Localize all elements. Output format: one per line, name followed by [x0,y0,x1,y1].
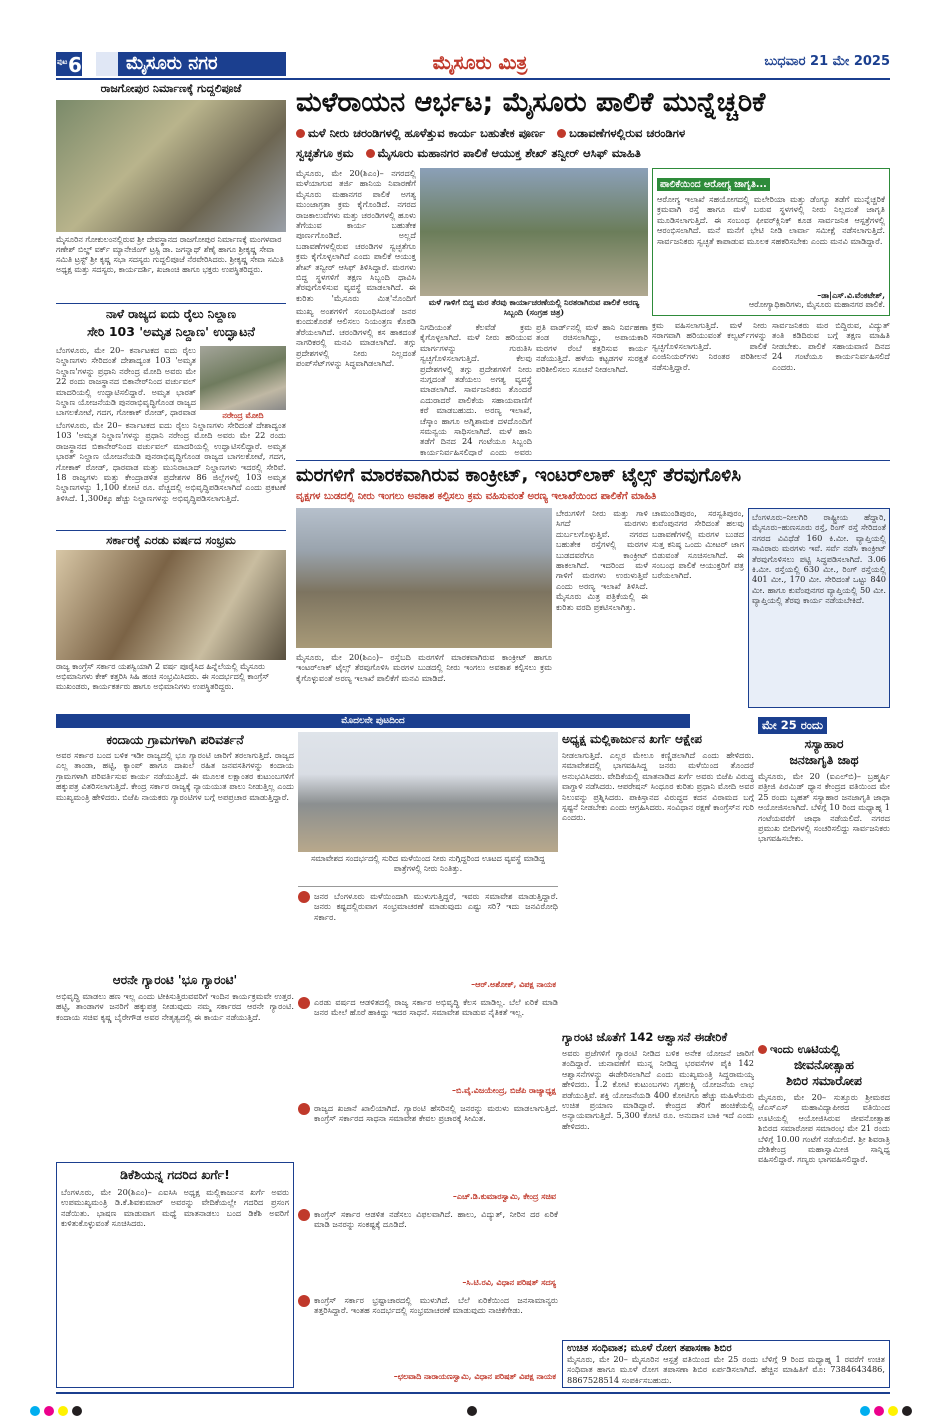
quote-text: ಕಾಂಗ್ರೆಸ್ ಸರ್ಕಾರ ಭ್ರಷ್ಟಾಚಾರದಲ್ಲಿ ಮುಳುಗಿದೆ. ಬೆಲೆ ಏರಿಕೆಯಿಂದ ಜನಸಾಮಾನ್ಯರು ತತ್ತರಿಸಿದ್ದಾರೆ. ಇಂತಹ ಸಂದರ್ಭದಲ್ಲಿ ಸಂಭ್ರಮಾಚರಣೆ ಮಾಡುವುದು ನಾಚಿಕೆಗೇಡು. [314,1295,558,1316]
lead-col3: ಪ್ರತಿ ವಾರ್ಡ್‌ನಲ್ಲಿ ಮಳೆ ಹಾನಿ ನಿರ್ವಹಣಾ ತಂಡ ರಚಿಸಲಾಗಿದ್ದು, ಅಪಾಯಕಾರಿ ಮರಗಳ ರೆಂಬೆ ಕತ್ತರಿಸುವ ಕಾರ್ಯ ನಡೆಯುತ್ತಿದೆ. ಹಳೆಯ ಕಟ್ಟಡಗಳ ಸುರಕ್ಷತೆ ಪರಿಶೀಲಿಸಲು ಸೂಚನೆ ನೀಡಲಾಗಿದೆ. [536,322,648,374]
registration-mark [888,1406,898,1416]
kharge-body: ನೀಡಲಾಗುತ್ತಿದೆ. ಎಲ್ಲರ ಮೇಲೂ ಕಣ್ಣಿಡಲಾಗಿದೆ ಎಂದು ಹೇಳಿದರು. ಸಮಾವೇಶದಲ್ಲಿ ಭಾಗವಹಿಸಿದ್ದ ಜನರು ಮಳೆಯಿಂದ ತೊಂದರೆ ಅನುಭವಿಸಿದರು. ವೇದಿಕೆಯಲ್ಲಿ ಮಾತನಾಡಿದ ಖರ್ಗೆ ಅವರು ಬಿಜೆಪಿ ವಿರುದ್ಧ ವಾಗ್ದಾಳಿ ನಡೆಸಿದರು. ಆಪರೇಷನ್ ಸಿಂಧೂರ ಕುರಿತು ಪ್ರಧಾನಿ ಮೋದಿ ಅವರ ನಿಲುವನ್ನು ಪ್ರಶ್ನಿಸಿದರು. ಪಾಕಿಸ್ತಾನದ ವಿರುದ್ಧದ ಕದನ ವಿರಾಮದ ಬಗ್ಗೆ ಸ್ಪಷ್ಟನೆ ನೀಡಬೇಕು ಎಂದು ಆಗ್ರಹಿಸಿದರು. ಸಂವಿಧಾನ ರಕ್ಷಣೆ ಕಾಂಗ್ರೆಸ್‌ನ ಗುರಿ ಎಂದರು. [562,750,754,823]
section-bar [96,52,118,76]
continued-bar: ಮೊದಲನೇ ಪುಟದಿಂದ [56,714,690,728]
health-box [652,168,890,316]
lead-sub4: ಮೈಸೂರು ಮಹಾನಗರ ಪಾಲಿಕೆ ಆಯುಕ್ತ ಶೇಖ್ ತನ್ವೀರ್ ಆಸಿಫ್ ಮಾಹಿತಿ [377,146,641,160]
rain-photo [298,732,558,852]
kharge-headline: ಅಧ್ಯಕ್ಷ ಮಲ್ಲಿಕಾರ್ಜುನ ಖರ್ಗೆ ಆಕ್ಷೇಪ [562,732,702,746]
lead-sub2: ಬಡಾವಣೆಗಳಲ್ಲಿರುವ ಚರಂಡಿಗಳ [569,126,686,140]
quote-chalavadi [298,1295,558,1385]
ooty-headline2: ಜೀವನೋತ್ಸಾಹ [794,1057,854,1072]
guarantee-headline: ಗ್ಯಾರಂಟಿ ಜೊತೆಗೆ 142 ಆಶ್ವಾಸನೆ ಈಡೇರಿಕೆ [562,1030,728,1044]
story3-caption: ರಾಜ್ಯ ಕಾಂಗ್ರೆಸ್ ಸರ್ಕಾರ ಯಶಸ್ವಿಯಾಗಿ 2 ವರ್ಷ ಪೂರೈಸಿದ ಹಿನ್ನೆಲೆಯಲ್ಲಿ ಮೈಸೂರು ಅಭಿಮಾನಿಗಳು ಕೇಕ್ ಕತ್ತರಿಸಿ ಸಿಹಿ ಹಂಚಿ ಸಂಭ್ರಮಿಸಿದರು. ಈ ಸಂದರ್ಭದಲ್ಲಿ ಕಾಂಗ್ರೆಸ್ ಮುಖಂಡರು, ಕಾರ್ಯಕರ್ತರು ಹಾಗೂ ಅಭಿಮಾನಿಗಳು ಉಪಸ್ಥಿತರಿದ್ದರು. [56,662,270,691]
story2-portrait [200,346,286,410]
bullet-icon [366,149,375,158]
registration-mark [44,1406,54,1416]
quote-text: ಜನರ ಬೆಂಗಳೂರು ಮಳೆಯಿಂದಾಗಿ ಮುಳುಗುತ್ತಿದ್ದರೆ, ಇವರು ಸಮಾವೇಶ ಮಾಡುತ್ತಿದ್ದಾರೆ. ಜನರು ಕಷ್ಟದಲ್ಲಿರುವಾಗ ಸಂಭ್ರಮಾಚರಣೆ ಮಾಡುವುದು ಎಷ್ಟು ಸರಿ? ಇದು ಜನವಿರೋಧಿ ಸರ್ಕಾರ. [314,891,558,922]
veg-headline1: ಮೇ 25 ರಂದು [758,717,827,734]
veg-headline2: ಸಸ್ಯಾಹಾರ [804,736,844,751]
story4-caption: ಮೈಸೂರು, ಮೇ 20(ಶಿಎಂ)– ರಸ್ತೆಬದಿ ಮರಗಳಿಗೆ ಮಾರಕವಾಗಿರುವ ಕಾಂಕ್ರೀಟ್ ಹಾಗೂ ಇಂಟರ್‌ಲಾಕ್ ಟೈಲ್ಸ್ ತೆರವುಗೊಳಿಸಿ ಮರಗಳ ಬುಡದಲ್ಲಿ ನೀರು ಇಂಗಲು ಅವಕಾಶ ಕಲ್ಪಿಸಲು ಕ್ರಮ ಕೈಗೊಳ್ಳುವಂತೆ ಅರಣ್ಯ ಇಲಾಖೆ ಪಾಲಿಕೆಗೆ ಮನವಿ ಮಾಡಿದೆ. [296,652,552,683]
quote-kumaraswamy [298,1103,558,1203]
divider [56,303,286,304]
veg-jatha-story [758,714,890,1040]
guarantee-body: ಅವರು ಪ್ರಜೆಗಳಿಗೆ ಗ್ಯಾರಂಟಿ ನೀಡಿದ ಬಳಿಕ ಅನೇಕ ಯೋಜನೆ ಜಾರಿಗೆ ತಂದಿದ್ದಾರೆ. ಚುನಾವಣೆಗೆ ಮುನ್ನ ನೀಡಿದ್ದ ಭರವಸೆಗಳ ಪೈಕಿ 142 ಆಶ್ವಾಸನೆಗಳನ್ನು ಈಡೇರಿಸಲಾಗಿದೆ ಎಂದು ಮುಖ್ಯಮಂತ್ರಿ ಸಿದ್ದರಾಮಯ್ಯ ಹೇಳಿದರು. 1.2 ಕೋಟಿ ಕುಟುಂಬಗಳು ಗೃಹಲಕ್ಷ್ಮಿ ಯೋಜನೆಯ ಲಾಭ ಪಡೆಯುತ್ತಿವೆ. ಶಕ್ತಿ ಯೋಜನೆಯಡಿ 400 ಕೋಟಿಗೂ ಹೆಚ್ಚು ಮಹಿಳೆಯರು ಉಚಿತ ಪ್ರಯಾಣ ಮಾಡಿದ್ದಾರೆ. ಕೇಂದ್ರದ ತೆರಿಗೆ ಹಂಚಿಕೆಯಲ್ಲಿ ಅನ್ಯಾಯವಾಗುತ್ತಿದೆ. 5,300 ಕೋಟಿ ರೂ. ಅನುದಾನ ಬಾಕಿ ಇದೆ ಎಂದು ಹೇಳಿದರು. [562,1048,754,1131]
quote-author: –ಛಲವಾದಿ ನಾರಾಯಣಸ್ವಾಮಿ, ವಿಧಾನ ಪರಿಷತ್ ವಿಪಕ್ಷ ನಾಯಕ [393,1371,556,1381]
paper-logo: ಮೈಸೂರು ಮಿತ್ರ [432,52,528,74]
story2-body-top: ಬೆಂಗಳೂರು, ಮೇ 20– ಕರ್ನಾಟಕದ ಐದು ರೈಲು ನಿಲ್ದಾಣಗಳು ಸೇರಿದಂತೆ ದೇಶಾದ್ಯಂತ 103 'ಅಮೃತ ನಿಲ್ದಾಣ'ಗಳನ್ನು ಪ್ರಧಾನಿ ನರೇಂದ್ರ ಮೋದಿ ಅವರು ಮೇ 22 ರಂದು ರಾಜಸ್ಥಾನದ ಬಿಕಾನೇರ್‌ನಿಂದ ವರ್ಚುವಲ್ ಮಾದರಿಯಲ್ಲಿ ಉದ್ಘಾಟಿಸಲಿದ್ದಾರೆ. ಅಮೃತ ಭಾರತ್ ನಿಲ್ದಾಣ ಯೋಜನೆಯಡಿ ಪುನರಾಭಿವೃದ್ಧಿಗೊಂಡ ರಾಜ್ಯದ ಬಾಗಲಕೋಟೆ, ಗದಗ, ಗೋಕಾಕ್ ರೋಡ್, ಧಾರವಾಡ [56,345,196,417]
health-box-title: ಪಾಲಿಕೆಯಿಂದ ಆರೋಗ್ಯ ಜಾಗೃತಿ... [657,178,770,191]
ooty-body: ಮೈಸೂರು, ಮೇ 20– ಸುತ್ತೂರು ಶ್ರೀಮಠದ ಜೆಎಸ್‌ಎಸ್ ಮಹಾವಿದ್ಯಾಪೀಠದ ವತಿಯಿಂದ ಊಟಿಯಲ್ಲಿ ಆಯೋಜಿಸಿರುವ ಜೀವನೋತ್ಸಾಹ ಶಿಬಿರದ ಸಮಾರೋಪ ಸಮಾರಂಭ ಮೇ 21 ರಂದು ಬೆಳಿಗ್ಗೆ 10.00 ಗಂಟೆಗೆ ನಡೆಯಲಿದೆ. ಶ್ರೀ ಶಿವರಾತ್ರಿ ದೇಶಿಕೇಂದ್ರ ಮಹಾಸ್ವಾಮೀಜಿ ಸಾನ್ನಿಧ್ಯ ವಹಿಸಲಿದ್ದಾರೆ. ಗಣ್ಯರು ಭಾಗವಹಿಸಲಿದ್ದಾರೆ. [758,1092,890,1165]
page-label: ಪುಟ [57,58,68,66]
dks-box-headline: ಡಿಕೆಶಿಯನ್ನ ಗದರಿದ ಖರ್ಗೆ! [120,1167,230,1182]
quote-ashok [298,891,558,991]
lead-col5: ಸಾರ್ವಜನಿಕರು ಮರ ಬಿದ್ದಿರುವ, ವಿದ್ಯುತ್ ತಂತಿ ಕಡಿದಿರುವ ಬಗ್ಗೆ ತಕ್ಷಣ ಮಾಹಿತಿ ನೀಡಬೇಕು. ಪಾಲಿಕೆ ಸಹಾಯವಾಣಿ ದಿನದ 24 ಗಂಟೆಯೂ ಕಾರ್ಯನಿರ್ವಹಿಸಲಿದೆ ಎಂದರು. [772,320,890,372]
quote-icon [298,1295,310,1307]
bottom-col1-body2: ಅಭಿವೃದ್ಧಿ ಮಾಡಲು ಹಣ ಇಲ್ಲ ಎಂದು ಟೀಕಿಸುತ್ತಿರುವವರಿಗೆ ಇಂದಿನ ಕಾರ್ಯಕ್ರಮವೇ ಉತ್ತರ. ಹಟ್ಟಿ, ತಾಂಡಾಗಳ ಜನರಿಗೆ ಹಕ್ಕುಪತ್ರ ನೀಡುವುದು ನಮ್ಮ ಸರ್ಕಾರದ ಆರನೇ ಗ್ಯಾರಂಟಿ. ಕಂದಾಯ ಸಚಿವ ಕೃಷ್ಣ ಬೈರೇಗೌಡ ಅವರ ನೇತೃತ್ವದಲ್ಲಿ ಈ ಕಾರ್ಯ ನಡೆಯುತ್ತಿದೆ. [56,991,294,1022]
story3-headline: ಸರ್ಕಾರಕ್ಕೆ ಎರಡು ವರ್ಷದ ಸಂಭ್ರಮ [106,533,236,547]
footer-rule [56,1392,890,1394]
lead-sub-line2 [296,146,890,162]
ooty-camp-story [758,1042,890,1292]
registration-mark [58,1406,68,1416]
lead-sub3: ಸ್ವಚ್ಛತೆಗೂ ಕ್ರಮ [296,146,354,160]
story3-photo [56,550,286,660]
masthead-rule [56,78,890,80]
page-number: 6 [68,53,82,76]
story4-subhead: ವೃಕ್ಷಗಳ ಬುಡದಲ್ಲಿ ನೀರು ಇಂಗಲು ಅವಕಾಶ ಕಲ್ಪಿಸಲು ಕ್ರಮ ವಹಿಸುವಂತೆ ಅರಣ್ಯ ಇಲಾಖೆಯಿಂದ ಪಾಲಿಕೆಗೆ ಮಾಹಿತಿ [296,491,657,502]
lead-body-left: ಮೈಸೂರು, ಮೇ 20(ಶಿಎಂ)– ನಗರದಲ್ಲಿ ಮಳೆಯಾಗುವ ತರ್ಜಿ ಹಾನಿಯ ನಿವಾರಣೆಗೆ ಮೈಸೂರು ಮಹಾನಗರ ಪಾಲಿಕೆ ಅಗತ್ಯ ಮುಂಜಾಗ್ರತಾ ಕ್ರಮ ಕೈಗೊಂಡಿದೆ. ನಗರದ ರಾಜಕಾಲುವೆಗಳು ಮತ್ತು ಚರಂಡಿಗಳಲ್ಲಿ ಹೂಳು ತೆಗೆಯುವ ಕಾರ್ಯ ಬಹುತೇಕ ಪೂರ್ಣಗೊಂಡಿದೆ. ಅಲ್ಲದೆ ಬಡಾವಣೆಗಳಲ್ಲಿರುವ ಚರಂಡಿಗಳ ಸ್ವಚ್ಛತೆಗೂ ಕ್ರಮ ಕೈಗೊಳ್ಳಲಾಗಿದೆ ಎಂದು ಪಾಲಿಕೆ ಆಯುಕ್ತ ಶೇಖ್ ತನ್ವೀರ್ ಆಸಿಫ್ ತಿಳಿಸಿದ್ದಾರೆ. ಮರಗಳು ಬಿದ್ದ ಸ್ಥಳಗಳಿಗೆ ತಕ್ಷಣ ಸಿಬ್ಬಂದಿ ಧಾವಿಸಿ ತೆರವುಗೊಳಿಸುವ ವ್ಯವಸ್ಥೆ ಮಾಡಲಾಗಿದೆ. ಈ ಕುರಿತು 'ಮೈಸೂರು ಮಿತ್ರ'ನೊಂದಿಗೆ [296,168,416,302]
story1-photo [56,100,286,232]
dks-box [56,1162,294,1388]
quote-author: –ಸಿ.ಟಿ.ರವಿ, ವಿಧಾನ ಪರಿಷತ್ ಸದಸ್ಯ [462,1277,556,1287]
camp-box [562,1340,890,1388]
lead-photo [420,168,648,296]
quote-icon [298,1209,310,1221]
story1-caption: ಮೈಸೂರಿನ ಗೋಕುಲಂನಲ್ಲಿರುವ ಶ್ರೀ ದೇವಸ್ಥಾನದ ರಾಜಗೋಪುರ ನಿರ್ಮಾಣಕ್ಕೆ ಮಂಗಳವಾರ ಗಣೇಶ್ ಬಿಲ್ಡ್ ವರ್ಕ್ ಮ್ಯಾನೇಜಿಂಗ್ ಟ್ರಸ್ಟಿ ಡಾ. ಜಗನ್ನಾಥ್ ಶೆಣೈ ಹಾಗೂ ಶ್ರೀಕೃಷ್ಣ ಸೇವಾ ಸಮಿತಿ ಟ್ರಸ್ಟ್ ಶ್ರೀ ಕೃಷ್ಣ ಸಭಾ ಸದಸ್ಯರು ಗುದ್ದಲಿಪೂಜೆ ನೆರವೇರಿಸಿದರು. ಶ್ರೀಕೃಷ್ಣ ಸೇವಾ ಸಮಿತಿ ಅಧ್ಯಕ್ಷ ಮತ್ತು ಸದಸ್ಯರು, ಕಾರ್ಯದರ್ಶಿ, ಖಜಾಂಚಿ ಹಾಗೂ ಭಕ್ತರು ಉಪಸ್ಥಿತರಿದ್ದರು. [56,235,284,274]
quote-text: ಕಾಂಗ್ರೆಸ್ ಸರ್ಕಾರ ಆಡಳಿತ ನಡೆಸಲು ವಿಫಲವಾಗಿದೆ. ಹಾಲು, ವಿದ್ಯುತ್, ನೀರಿನ ದರ ಏರಿಕೆ ಮಾಡಿ ಜನರನ್ನು ಸಂಕಷ್ಟಕ್ಕೆ ದೂಡಿದೆ. [314,1209,558,1230]
registration-mark [30,1406,40,1416]
quote-text: ರಾಜ್ಯದ ಖಜಾನೆ ಖಾಲಿಯಾಗಿದೆ. ಗ್ಯಾರಂಟಿ ಹೆಸರಿನಲ್ಲಿ ಜನರನ್ನು ಮರುಳು ಮಾಡಲಾಗುತ್ತಿದೆ. ಕಾಂಗ್ರೆಸ್ ಸರ್ಕಾರದ ಸಾಧನಾ ಸಮಾವೇಶ ಕೇವಲ ಪ್ರಚಾರಕ್ಕೆ ಸೀಮಿತ. [314,1103,558,1124]
lead-sub1: ಮಳೆ ನೀರು ಚರಂಡಿಗಳಲ್ಲಿ ಹೂಳೆತ್ತುವ ಕಾರ್ಯ ಬಹುತೇಕ ಪೂರ್ಣ [308,126,546,140]
ooty-headline3: ಶಿಬಿರ ಸಮಾರೋಪ [786,1073,862,1088]
health-box-signature: –ಡಾ|ಎಸ್.ವಿ.ವೆಂಕಟೇಶ್, [817,290,885,300]
story2-portrait-caption: ನರೇಂದ್ರ ಮೋದಿ [200,410,286,421]
story1-headline: ರಾಜಗೋಪುರ ನಿರ್ಮಾಣಕ್ಕೆ ಗುದ್ದಲಿಪೂಜೆ [100,82,242,95]
quote-vijayendra [298,997,558,1097]
section-title [96,52,286,76]
veg-body: ಮೈಸೂರು, ಮೇ 20 (ಐಎಲ್‌ಬಿ)– ಬ್ರಹ್ಮರ್ಷಿ ಪತ್ರೀಜಿ ಪಿರಮಿಡ್ ಧ್ಯಾನ ಕೇಂದ್ರದ ವತಿಯಿಂದ ಮೇ 25 ರಂದು ಬೃಹತ್ ಸಸ್ಯಾಹಾರ ಜನಜಾಗೃತಿ ಜಾಥಾ ಆಯೋಜಿಸಲಾಗಿದೆ. ಬೆಳಿಗ್ಗೆ 10 ರಿಂದ ಮಧ್ಯಾಹ್ನ 1 ಗಂಟೆಯವರೆಗೆ ಜಾಥಾ ನಡೆಯಲಿದೆ. ನಗರದ ಪ್ರಮುಖ ಬೀದಿಗಳಲ್ಲಿ ಸಂಚರಿಸಲಿದ್ದು ಸಾರ್ವಜನಿಕರು ಭಾಗವಹಿಸಬೇಕು. [758,771,890,844]
quote-icon [298,997,310,1009]
bullet-icon [557,129,566,138]
page-number-badge [56,52,82,76]
story4-sidebar-text: ಬೆಂಗಳೂರು–ನೀಲಗಿರಿ ರಾಷ್ಟ್ರೀಯ ಹೆದ್ದಾರಿ, ಮೈಸೂರು–ಹುಣಸೂರು ರಸ್ತೆ, ರಿಂಗ್ ರಸ್ತೆ ಸೇರಿದಂತೆ ನಗರದ ವಿವಿಧೆಡೆ 160 ಕಿ.ಮೀ. ವ್ಯಾಪ್ತಿಯಲ್ಲಿ ಸಾವಿರಾರು ಮರಗಳು ಇವೆ. ಸರ್ವೆ ನಡೆಸಿ ಕಾಂಕ್ರೀಟ್ ತೆರವುಗೊಳಿಸಲು ಪಟ್ಟಿ ಸಿದ್ಧಪಡಿಸಲಾಗಿದೆ. 3.06 ಕಿ.ಮೀ. ರಸ್ತೆಯಲ್ಲಿ 630 ಮೀ., ರಿಂಗ್ ರಸ್ತೆಯಲ್ಲಿ 401 ಮೀ., 170 ಮೀ. ಸೇರಿದಂತೆ ಒಟ್ಟು 840 ಮೀ. ಹಾಗೂ ಕುವೆಂಪುನಗರ ವ್ಯಾಪ್ತಿಯಲ್ಲಿ 50 ಮೀ. ವ್ಯಾಪ್ತಿಯಲ್ಲಿ ತೆರವು ಕಾರ್ಯ ನಡೆಯಬೇಕಿದೆ. [752,512,886,606]
lead-col2: ನಿಗದಿಯಂತೆ ಕೆಲವೆಡೆ ಕ್ರಮ ಕೈಗೊಳ್ಳಲಾಗಿದೆ. ಮಳೆ ನೀರು ಹರಿಯುವ ಮಾರ್ಗಗಳನ್ನು ಗುರುತಿಸಿ ಸ್ವಚ್ಛಗೊಳಿಸಲಾಗುತ್ತಿದೆ. ಕೆಲವು ಪ್ರದೇಶಗಳಲ್ಲಿ ತಗ್ಗು ಪ್ರದೇಶಗಳಿಗೆ ನೀರು ನುಗ್ಗದಂತೆ ತಡೆಯಲು ಅಗತ್ಯ ವ್ಯವಸ್ಥೆ ಮಾಡಲಾಗಿದೆ. ಸಾರ್ವಜನಿಕರು ತೊಂದರೆ ಎದುರಾದರೆ ಪಾಲಿಕೆಯ ಸಹಾಯವಾಣಿಗೆ ಕರೆ ಮಾಡಬಹುದು. ಅರಣ್ಯ ಇಲಾಖೆ, ಚೆಸ್ಕಾಂ ಹಾಗೂ ಅಗ್ನಿಶಾಮಕ ದಳದೊಂದಿಗೆ ಸಮನ್ವಯ ಸಾಧಿಸಲಾಗಿದೆ. ಮಳೆ ಹಾನಿ ತಡೆಗೆ ದಿನದ 24 ಗಂಟೆಯೂ ಸಿಬ್ಬಂದಿ ಕಾರ್ಯನಿರ್ವಹಿಸಲಿದ್ದಾರೆ ಎಂದು ಅವರು [420,322,532,456]
section-title-text: ಮೈಸೂರು ನಗರ [126,53,218,74]
registration-mark [902,1406,912,1416]
dks-box-body: ಬೆಂಗಳೂರು, ಮೇ 20(ಶಿಎಂ)– ಎಐಸಿಸಿ ಅಧ್ಯಕ್ಷ ಮಲ್ಲಿಕಾರ್ಜುನ ಖರ್ಗೆ ಅವರು ಉಪಮುಖ್ಯಮಂತ್ರಿ ಡಿ.ಕೆ.ಶಿವಕುಮಾರ್ ಅವರನ್ನು ವೇದಿಕೆಯಲ್ಲೇ ಗದರಿದ ಪ್ರಸಂಗ ನಡೆಯಿತು. ಭಾಷಣ ಮಾಡುವಾಗ ಮಧ್ಯೆ ಮಾತನಾಡಲು ಬಂದ ಡಿಕೆಶಿ ಅವರಿಗೆ ಕುಳಿತುಕೊಳ್ಳುವಂತೆ ಸೂಚಿಸಿದರು. [61,1187,289,1229]
story4-col1: ಬೇರುಗಳಿಗೆ ನೀರು ಮತ್ತು ಗಾಳಿ ಸಿಗದೆ ಮರಗಳು ದುರ್ಬಲಗೊಳ್ಳುತ್ತಿವೆ. ನಗರದ ಬಹುತೇಕ ರಸ್ತೆಗಳಲ್ಲಿ ಮರಗಳ ಬುಡದವರೆಗೂ ಕಾಂಕ್ರೀಟ್ ಹಾಕಲಾಗಿದೆ. ಇದರಿಂದ ಮಳೆ ಗಾಳಿಗೆ ಮರಗಳು ಉರುಳುತ್ತಿವೆ ಎಂದು ಅರಣ್ಯ ಇಲಾಖೆ ತಿಳಿಸಿದೆ. ಮೈಸೂರು ಮಿತ್ರ ಪತ್ರಿಕೆಯಲ್ಲಿ ಈ ಕುರಿತು ವರದಿ ಪ್ರಕಟಿಸಲಾಗಿತ್ತು. [556,508,648,612]
bullet-icon [758,1045,767,1054]
divider [296,460,890,461]
story2-headline: ಸೇರಿ 103 'ಅಮೃತ ನಿಲ್ದಾಣ' ಉದ್ಘಾಟನೆ [87,324,255,339]
story4-photo [296,508,552,648]
quote-icon [298,891,310,903]
rain-photo-caption: ಸಮಾವೇಶದ ಸಂದರ್ಭದಲ್ಲಿ ಸುರಿದ ಮಳೆಯಿಂದ ನೀರು ನುಗ್ಗಿದ್ದರಿಂದ ಊಟದ ವ್ಯವಸ್ಥೆ ಮಾಡಿದ್ದ ಪಾತ್ರೆಗಳಲ್ಲಿ ನೀರು ನಿಂತಿತ್ತು. [311,854,545,873]
lead-photo-caption: ಮಳೆ ಗಾಳಿಗೆ ಬಿದ್ದ ಮರ ತೆರವು ಕಾರ್ಯಾಚರಣೆಯಲ್ಲಿ ನಿರತರಾಗಿರುವ ಪಾಲಿಕೆ ಅರಣ್ಯ ಸಿಬ್ಬಂದಿ (ಸಂಗ್ರಹ ಚಿತ್ರ) [428,297,640,317]
bottom-col1-headline1: ಕಂದಾಯ ಗ್ರಾಮಗಳಾಗಿ ಪರಿವರ್ತನೆ [106,732,244,747]
story4-sidebar [748,508,890,708]
ooty-headline1: ಇಂದು ಊಟಿಯಲ್ಲಿ [758,1042,890,1057]
bottom-col1-headline2: ಆರನೇ ಗ್ಯಾರಂಟಿ 'ಭೂ ಗ್ಯಾರಂಟಿ' [112,973,238,987]
health-box-body: ಆರೋಗ್ಯ ಇಲಾಖೆ ಸಹಯೋಗದಲ್ಲಿ ಮಲೇರಿಯಾ ಮತ್ತು ಡೆಂಗ್ಯೂ ತಡೆಗೆ ಮುನ್ನೆಚ್ಚರಿಕೆ ಕ್ರಮವಾಗಿ ರಸ್ತೆ ಹಾಗೂ ಮಳೆ ಬರುವ ಸ್ಥಳಗಳಲ್ಲಿ ನೀರು ನಿಲ್ಲದಂತೆ ಜಾಗೃತಿ ಮೂಡಿಸಲಾಗುತ್ತಿದೆ. ಈ ಸಂಬಂಧ ಫೀವರ್‌ಕ್ಲಿನಿಕ್ ಕೂಡ ಸಾರ್ವಜನಿಕ ಆಸ್ಪತ್ರೆಗಳಲ್ಲಿ ಆರಂಭಿಸಲಾಗಿದೆ. ಮನೆ ಮನೆಗೆ ಭೇಟಿ ನೀಡಿ ಲಾರ್ವಾ ಸಮೀಕ್ಷೆ ನಡೆಸಲಾಗುತ್ತಿದೆ. ಸಾರ್ವಜನಿಕರು ಸ್ವಚ್ಛತೆ ಕಾಪಾಡುವ ಮೂಲಕ ಸಹಕರಿಸಬೇಕು ಎಂದು ಮನವಿ ಮಾಡಿದ್ದಾರೆ. [657,194,885,246]
quote-author: –ಎಚ್.ಡಿ.ಕುಮಾರಸ್ವಾಮಿ, ಕೇಂದ್ರ ಸಚಿವ [452,1191,556,1201]
quote-author: –ಆರ್.ಅಶೋಕ್, ವಿಪಕ್ಷ ನಾಯಕ [471,979,556,989]
quote-text: ಎರಡು ವರ್ಷದ ಆಡಳಿತದಲ್ಲಿ ರಾಜ್ಯ ಸರ್ಕಾರ ಅಭಿವೃದ್ಧಿ ಕೆಲಸ ಮಾಡಿಲ್ಲ. ಬೆಲೆ ಏರಿಕೆ ಮಾಡಿ ಜನರ ಮೇಲೆ ಹೊರೆ ಹಾಕಿದ್ದು ಇದರ ಸಾಧನೆ. ಸಮಾವೇಶ ಮಾಡುವ ನೈತಿಕತೆ ಇಲ್ಲ. [314,997,558,1018]
opposition-quotes [298,886,558,1387]
veg-headline3: ಜನಜಾಗೃತಿ ಜಾಥ [789,752,859,767]
registration-mark [874,1406,884,1416]
lead-headline: ಮಳೆರಾಯನ ಆರ್ಭಟ; ಮೈಸೂರು ಪಾಲಿಕೆ ಮುನ್ನೆಚ್ಚರಿಕೆ [296,87,766,118]
lead-col4: ಕ್ರಮ ವಹಿಸಲಾಗುತ್ತಿದೆ. ಮಳೆ ನೀರು ಸರಾಗವಾಗಿ ಹರಿಯುವಂತೆ ಕಲ್ವರ್ಟ್‌ಗಳನ್ನು ಸ್ವಚ್ಛಗೊಳಿಸಲಾಗುತ್ತಿದೆ. ಪಾಲಿಕೆ ಎಂಜಿನಿಯರ್‌ಗಳು ನಿರಂತರ ಪರಿಶೀಲನೆ ನಡೆಸುತ್ತಿದ್ದಾರೆ. [652,320,767,372]
issue-date: ಬುಧವಾರ 21 ಮೇ 2025 [764,54,890,69]
lead-col1: ಮುಖ್ಯ ಅಂಶಗಳಿಗೆ ಸಂಬಂಧಿಸಿದಂತೆ ಜನರ ಕುಂದುಕೊರತೆ ಆಲಿಸಲು ನಿಯಂತ್ರಣ ಕೊಠಡಿ ತೆರೆಯಲಾಗಿದೆ. ಚರಂಡಿಗಳಲ್ಲಿ ಕಸ ಹಾಕದಂತೆ ನಾಗರಿಕರಲ್ಲಿ ಮನವಿ ಮಾಡಲಾಗಿದೆ. ತಗ್ಗು ಪ್ರದೇಶಗಳಲ್ಲಿ ನೀರು ನಿಲ್ಲದಂತೆ ಪಂಪ್‌ಸೆಟ್‌ಗಳನ್ನು ಸಿದ್ಧವಾಗಿಡಲಾಗಿದೆ. [296,306,416,369]
story4-headline: ಮರಗಳಿಗೆ ಮಾರಕವಾಗಿರುವ ಕಾಂಕ್ರೀಟ್, ಇಂಟರ್‌ಲಾಕ್ ಟೈಲ್ಸ್ ತೆರವುಗೊಳಿಸಿ [296,465,742,486]
bottom-col1-body1: ಅವರ ಸರ್ಕಾರ ಬಂದ ಬಳಿಕ ಇಡೀ ರಾಜ್ಯದಲ್ಲಿ ಭೂ ಗ್ಯಾರಂಟಿ ಜಾರಿಗೆ ತರಲಾಗುತ್ತಿದೆ. ರಾಜ್ಯದ ಎಲ್ಲ ತಾಂಡಾ, ಹಟ್ಟಿ, ಕ್ಯಾಂಪ್ ಹಾಗೂ ದಾಖಲೆ ರಹಿತ ಜನವಸತಿಗಳನ್ನು ಕಂದಾಯ ಗ್ರಾಮಗಳಾಗಿ ಪರಿವರ್ತಿಸುವ ಕಾರ್ಯ ನಡೆಯುತ್ತಿದೆ. ಈ ಮೂಲಕ ಲಕ್ಷಾಂತರ ಕುಟುಂಬಗಳಿಗೆ ಹಕ್ಕುಪತ್ರ ವಿತರಿಸಲಾಗುತ್ತಿದೆ. ಕೇಂದ್ರ ಸರ್ಕಾರ ರಾಜ್ಯಕ್ಕೆ ನ್ಯಾಯಯುತ ಪಾಲು ನೀಡುತ್ತಿಲ್ಲ ಎಂದು ಮುಖ್ಯಮಂತ್ರಿ ಹೇಳಿದರು. ಬಿಜೆಪಿ ನಾಯಕರು ಗ್ಯಾರಂಟಿಗಳ ಬಗ್ಗೆ ಅಪಪ್ರಚಾರ ಮಾಡುತ್ತಿದ್ದಾರೆ. [56,750,294,802]
quote-icon [298,1103,310,1115]
story2-body: ಬೆಂಗಳೂರು, ಮೇ 20– ಕರ್ನಾಟಕದ ಐದು ರೈಲು ನಿಲ್ದಾಣಗಳು ಸೇರಿದಂತೆ ದೇಶಾದ್ಯಂತ 103 'ಅಮೃತ ನಿಲ್ದಾಣ'ಗಳನ್ನು ಪ್ರಧಾನಿ ನರೇಂದ್ರ ಮೋದಿ ಅವರು ಮೇ 22 ರಂದು ರಾಜಸ್ಥಾನದ ಬಿಕಾನೇರ್‌ನಿಂದ ವರ್ಚುವಲ್ ಮಾದರಿಯಲ್ಲಿ ಉದ್ಘಾಟಿಸಲಿದ್ದಾರೆ. ಅಮೃತ ಭಾರತ್ ನಿಲ್ದಾಣ ಯೋಜನೆಯಡಿ ಪುನರಾಭಿವೃದ್ಧಿಗೊಂಡ ರಾಜ್ಯದ ಬಾಗಲಕೋಟೆ, ಗದಗ, ಗೋಕಾಕ್ ರೋಡ್, ಧಾರವಾಡ ಮತ್ತು ಮುನಿರಾಬಾದ್ ನಿಲ್ದಾಣಗಳು ಇದರಲ್ಲಿ ಸೇರಿವೆ. 18 ರಾಜ್ಯಗಳು ಮತ್ತು ಕೇಂದ್ರಾಡಳಿತ ಪ್ರದೇಶಗಳ 86 ಜಿಲ್ಲೆಗಳಲ್ಲಿ 103 ಅಮೃತ ನಿಲ್ದಾಣಗಳನ್ನು 1,100 ಕೋಟಿ ರೂ. ವೆಚ್ಚದಲ್ಲಿ ಅಭಿವೃದ್ಧಿಪಡಿಸಲಾಗಿದೆ ಎಂದು ಪ್ರಕಟಣೆ ತಿಳಿಸಿದೆ. 1,300ಕ್ಕೂ ಹೆಚ್ಚು ನಿಲ್ದಾಣಗಳನ್ನು ಅಭಿವೃದ್ಧಿಪಡಿಸಲಾಗುತ್ತಿದೆ. [56,420,286,503]
quote-author: –ಬಿ.ವೈ.ವಿಜಯೇಂದ್ರ, ಬಿಜೆಪಿ ರಾಜ್ಯಾಧ್ಯಕ್ಷ [451,1085,556,1095]
divider [56,530,286,531]
camp-box-body: ಮೈಸೂರು, ಮೇ 20– ಮೈಸೂರಿನ ಆಸ್ಪತ್ರೆ ವತಿಯಿಂದ ಮೇ 25 ರಂದು ಬೆಳಿಗ್ಗೆ 9 ರಿಂದ ಮಧ್ಯಾಹ್ನ 1 ರವರೆಗೆ ಉಚಿತ ಸಂಧಿವಾತ ಹಾಗೂ ಮೂಳೆ ರೋಗ ತಪಾಸಣಾ ಶಿಬಿರ ಏರ್ಪಡಿಸಲಾಗಿದೆ. ಹೆಚ್ಚಿನ ಮಾಹಿತಿಗೆ ಮೊ: 7384643486, 8867528514 ಸಂಪರ್ಕಿಸಬಹುದು. [567,1354,885,1384]
health-box-role: ಆರೋಗ್ಯಾಧಿಕಾರಿಗಳು, ಮೈಸೂರು ಮಹಾನಗರ ಪಾಲಿಕೆ. [748,300,885,309]
quote-ctravi [298,1209,558,1289]
camp-box-headline: ಉಚಿತ ಸಂಧಿವಾತ; ಮೂಳೆ ರೋಗ ತಪಾಸಣಾ ಶಿಬಿರ [567,1343,732,1354]
story4-col2: ಚಾಮುಂಡಿಪುರಂ, ಸರಸ್ವತಿಪುರಂ, ಕುವೆಂಪುನಗರ ಸೇರಿದಂತೆ ಹಲವು ಬಡಾವಣೆಗಳಲ್ಲಿ ಮರಗಳ ಬುಡದ ಸುತ್ತ ಕನಿಷ್ಠ ಒಂದು ಮೀಟರ್ ಜಾಗ ಬಿಡುವಂತೆ ಸೂಚಿಸಲಾಗಿದೆ. ಈ ಸಂಬಂಧ ಪಾಲಿಕೆ ಆಯುಕ್ತರಿಗೆ ಪತ್ರ ಬರೆಯಲಾಗಿದೆ. [652,508,744,581]
lead-sub-line1 [296,126,890,142]
registration-mark [860,1406,870,1416]
story2-kicker: ನಾಳೆ ರಾಜ್ಯದ ಐದು ರೈಲು ನಿಲ್ದಾಣ [106,307,236,321]
bullet-icon [296,129,305,138]
registration-mark [72,1406,82,1416]
registration-mark [467,1406,477,1416]
